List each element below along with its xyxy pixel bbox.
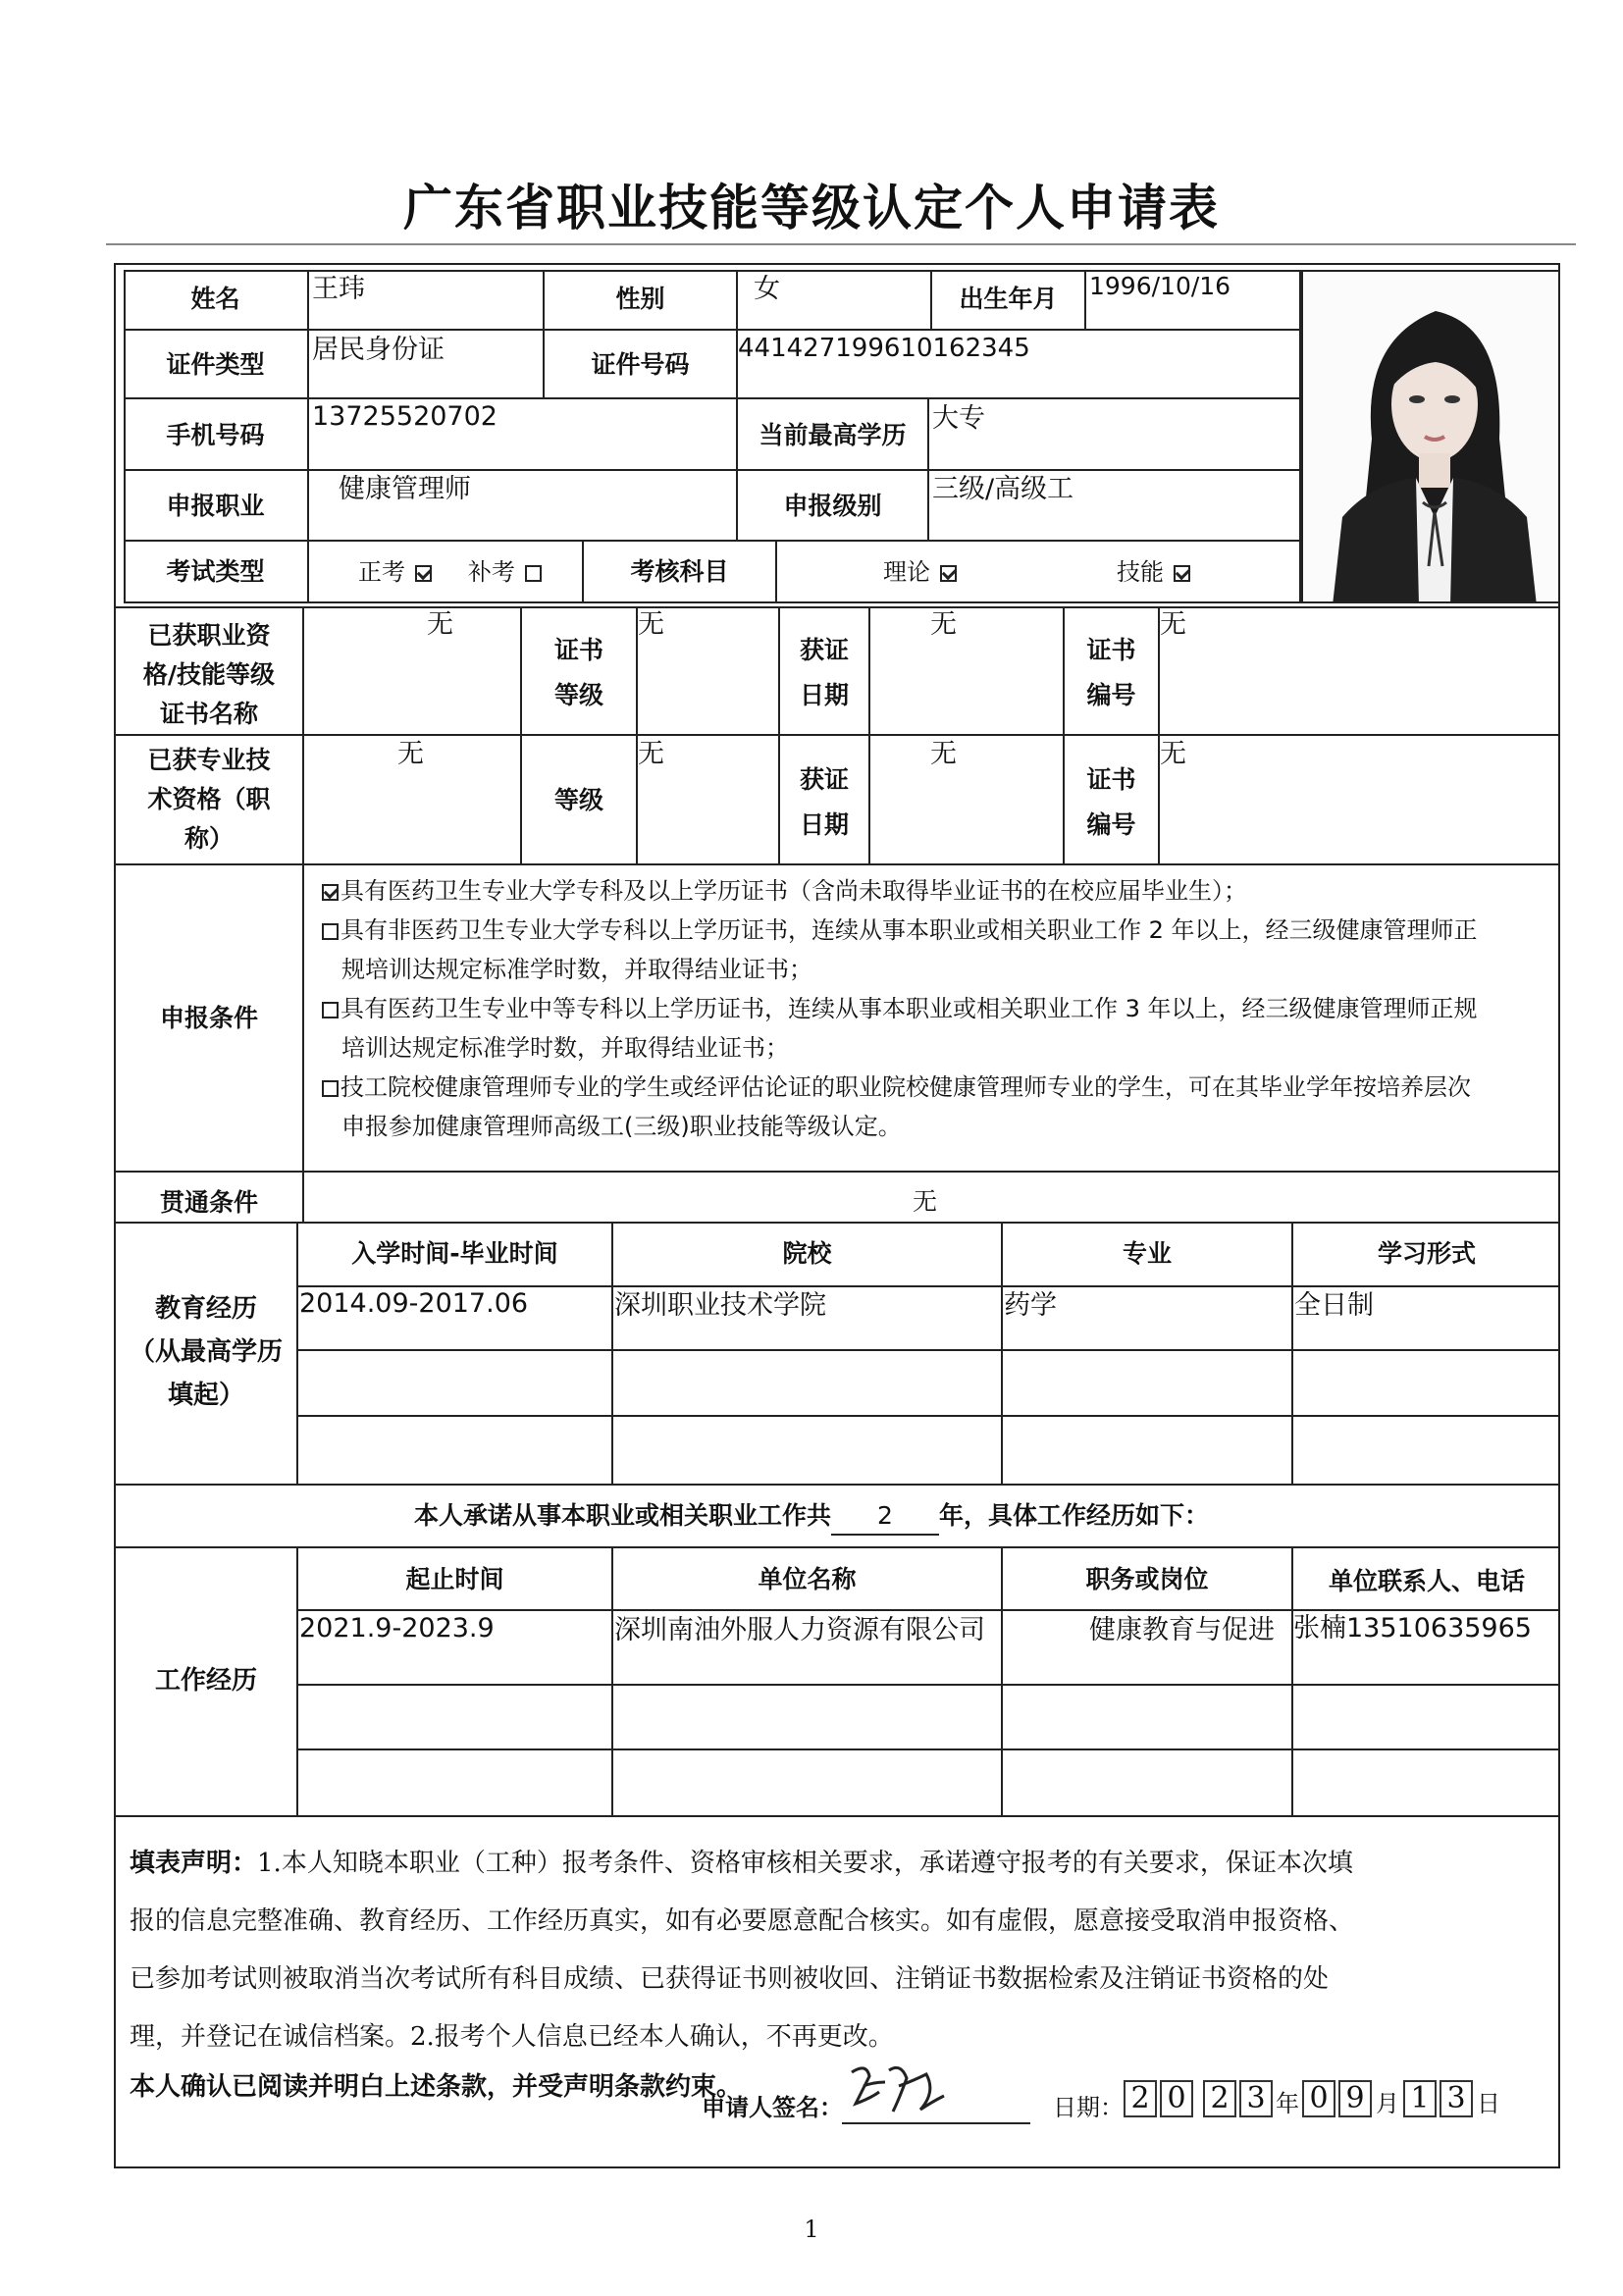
edu-row-1-school: 深圳职业技术学院 (614, 1290, 826, 1321)
exam-skill-label: 技能 (1117, 558, 1164, 586)
phone-label: 手机号码 (166, 421, 265, 449)
title-underline (106, 243, 1576, 245)
condition-1-line1: 具有医药卫生专业大学专科及以上学历证书（含尚未取得毕业证书的在校应届毕业生）； (340, 877, 1247, 905)
cert2-date-label-l1: 获证 (799, 765, 849, 794)
condition-3-line2: 培训达规定标准学时数，并取得结业证书； (341, 1034, 789, 1062)
page-number: 1 (804, 2216, 819, 2243)
declaration-line4: 理，并登记在诚信档案。2.报考个人信息已经本人确认，不再更改。 (130, 2022, 894, 2052)
work-header-contact: 单位联系人、电话 (1328, 1567, 1525, 1595)
exam-skill-option (1117, 557, 1192, 587)
cert1-no-label-l2: 编号 (1086, 681, 1136, 709)
edu-value: 大专 (932, 403, 985, 434)
condition-item-4 (320, 1068, 1537, 1146)
cert2-date-label (780, 757, 868, 848)
commitment-suffix: 年，具体工作经历如下： (939, 1501, 1210, 1530)
exam-skill-checkbox[interactable] (1174, 565, 1190, 582)
commitment-years-value: 2 (877, 1501, 893, 1530)
condition-4-line2: 申报参加健康管理师高级工(三级)职业技能等级认定。 (341, 1113, 902, 1140)
edu-header-period: 入学时间-毕业时间 (351, 1239, 558, 1268)
exam-retake-label: 补考 (467, 558, 515, 586)
cert1-label-line3: 证书名称 (159, 700, 258, 728)
cert1-date-label (780, 628, 868, 718)
work-header-period: 起止时间 (405, 1565, 504, 1593)
cert2-no-label (1065, 757, 1158, 848)
cert1-date-label-l1: 获证 (799, 636, 849, 664)
condition-2-line2: 规培训达规定标准学时数，并取得结业证书； (341, 956, 812, 983)
date-day-unit: 日 (1477, 2090, 1500, 2117)
work-row-1-company: 深圳南油外服人力资源有限公司 (614, 1615, 985, 1645)
condition-4-checkbox[interactable] (322, 1080, 339, 1097)
exam-type-options (358, 557, 544, 587)
level-label: 申报级别 (783, 492, 882, 520)
work-row-1-contact: 张楠13510635965 (1293, 1613, 1532, 1644)
condition-2-checkbox[interactable] (322, 923, 339, 940)
education-label (116, 1287, 296, 1417)
condition-item-1 (320, 871, 1537, 911)
declaration-line2: 报的信息完整准确、教育经历、工作经历真实，如有必要愿意配合核实。如有虚假，愿意接受取消申报资格、 (130, 1906, 1355, 1936)
occupation-value: 健康管理师 (339, 474, 471, 504)
level-value: 三级/高级工 (932, 474, 1074, 504)
work-row-1-period: 2021.9-2023.9 (299, 1613, 495, 1644)
exam-theory-label: 理论 (883, 558, 930, 586)
cert1-grade-label-l2: 等级 (553, 681, 603, 709)
condition-3-checkbox[interactable] (322, 1002, 339, 1018)
date-month-digit-1: 0 (1302, 2080, 1335, 2117)
date-year-digit-2: 0 (1160, 2080, 1193, 2117)
cert1-grade-label-l1: 证书 (553, 636, 603, 664)
cert1-label (116, 616, 302, 734)
exam-theory-option (883, 557, 959, 587)
conditions-label: 申报条件 (159, 1004, 258, 1032)
exam-retake-checkbox[interactable] (525, 565, 542, 582)
idno-label: 证件号码 (591, 350, 690, 379)
declaration-line1: 1.本人知晓本职业（工种）报考条件、资格审核相关要求，承诺遵守报考的有关要求，保证本次填 (257, 1849, 1353, 1878)
cert2-grade-label: 等级 (553, 786, 603, 814)
declaration-confirm: 本人确认已阅读并明白上述条款，并受声明条款约束。 (130, 2072, 743, 2102)
exam-type-label: 考试类型 (166, 557, 265, 586)
condition-3-line1: 具有医药卫生专业中等专科以上学历证书，连续从事本职业或相关职业工作 3 年以上，经三级健康管理师正规 (340, 995, 1478, 1022)
applicant-photo (1301, 270, 1560, 603)
exam-subject-label: 考核科目 (630, 557, 729, 586)
declaration-lead: 填表声明： (130, 1849, 258, 1878)
phone-value: 13725520702 (312, 401, 497, 432)
date-month-digit-2: 9 (1338, 2080, 1372, 2117)
cert2-label-line1: 已获专业技 (147, 746, 271, 774)
edu-row-1-period: 2014.09-2017.06 (299, 1288, 529, 1319)
condition-4-line1: 技工院校健康管理师专业的学生或经评估论证的职业院校健康管理师专业的学生，可在其毕业学年按培养层次 (340, 1073, 1471, 1101)
edu-row-1-major: 药学 (1004, 1290, 1057, 1321)
cert1-no-value: 无 (1160, 609, 1186, 640)
edu-label: 当前最高学历 (759, 421, 907, 449)
cert2-grade-value: 无 (638, 739, 664, 769)
cert2-date-value: 无 (930, 739, 957, 769)
cert2-no-label-l1: 证书 (1086, 765, 1136, 794)
condition-1-checkbox[interactable] (322, 884, 339, 901)
cert2-date-label-l2: 日期 (799, 810, 849, 839)
exam-first-label: 正考 (358, 558, 405, 586)
date-month-unit: 月 (1376, 2090, 1399, 2117)
birth-value: 1996/10/16 (1089, 272, 1231, 300)
commitment-line (0, 1498, 1623, 1536)
education-label-line3: 填起） (167, 1381, 244, 1410)
cert1-date-value: 无 (930, 609, 957, 640)
work-label: 工作经历 (154, 1666, 257, 1696)
idtype-value: 居民身份证 (312, 335, 445, 365)
declaration-line3: 已参加考试则被取消当次考试所有科目成绩、已获得证书则被收回、注销证书数据检索及注销证书资格的处 (130, 1964, 1330, 1994)
cert1-label-line1: 已获职业资 (147, 621, 271, 650)
cert2-no-value: 无 (1160, 739, 1186, 769)
commitment-years (831, 1498, 939, 1536)
date-day-digit-1: 1 (1403, 2080, 1437, 2117)
form-title: 广东省职业技能等级认定个人申请表 (403, 179, 1220, 236)
cert2-label-line3: 称） (183, 824, 234, 853)
edu-header-mode: 学习形式 (1377, 1239, 1476, 1268)
name-value: 王玮 (312, 274, 365, 304)
exam-first-checkbox[interactable] (415, 565, 432, 582)
idno-value: 441427199610162345 (738, 334, 1030, 363)
education-label-line1: 教育经历 (154, 1294, 257, 1324)
exam-theory-checkbox[interactable] (940, 565, 957, 582)
applicant-signature (842, 2053, 960, 2123)
birth-label: 出生年月 (959, 285, 1058, 313)
cert2-no-label-l2: 编号 (1086, 810, 1136, 839)
date-year-unit: 年 (1276, 2090, 1299, 2117)
through-label: 贯通条件 (159, 1188, 258, 1217)
occupation-label: 申报职业 (166, 492, 265, 520)
cert2-label (116, 741, 302, 859)
condition-2-line1: 具有非医药卫生专业大学专科以上学历证书，连续从事本职业或相关职业工作 2 年以上，经三级健康管理师正 (340, 916, 1478, 944)
date-label: 日期： (1053, 2094, 1124, 2121)
cert1-grade-value: 无 (638, 609, 664, 640)
edu-row-1-mode: 全日制 (1294, 1290, 1374, 1321)
date-year-digit-3: 2 (1203, 2080, 1236, 2117)
sign-label: 申请人签名： (702, 2094, 843, 2121)
cert1-date-label-l2: 日期 (799, 681, 849, 709)
education-label-line2: （从最高学历 (129, 1337, 283, 1367)
cert1-no-label-l1: 证书 (1086, 636, 1136, 664)
cert2-label-line2: 术资格（职 (147, 785, 271, 813)
edu-header-school: 院校 (782, 1239, 832, 1268)
name-label: 姓名 (190, 285, 240, 313)
gender-value: 女 (754, 274, 780, 304)
cert1-label-line2: 格/技能等级 (142, 660, 276, 689)
cert2-name-value: 无 (397, 739, 424, 769)
declaration-text (130, 1835, 1543, 2066)
work-header-position: 职务或岗位 (1085, 1565, 1209, 1593)
work-header-company: 单位名称 (758, 1565, 857, 1593)
cert1-no-label (1065, 628, 1158, 718)
through-value: 无 (913, 1187, 938, 1216)
edu-header-major: 专业 (1122, 1239, 1172, 1268)
date-year-digit-4: 3 (1239, 2080, 1273, 2117)
condition-item-3 (320, 989, 1537, 1068)
gender-label: 性别 (615, 285, 665, 313)
idtype-label: 证件类型 (166, 350, 265, 379)
date-year-digit-1: 2 (1124, 2080, 1157, 2117)
cert1-name-value: 无 (427, 609, 453, 640)
date-day-digit-2: 3 (1440, 2080, 1473, 2117)
work-row-1-position: 健康教育与促进 (1089, 1615, 1275, 1645)
condition-item-2 (320, 911, 1537, 989)
commitment-prefix: 本人承诺从事本职业或相关职业工作共 (413, 1501, 831, 1530)
cert1-grade-label (522, 628, 636, 718)
